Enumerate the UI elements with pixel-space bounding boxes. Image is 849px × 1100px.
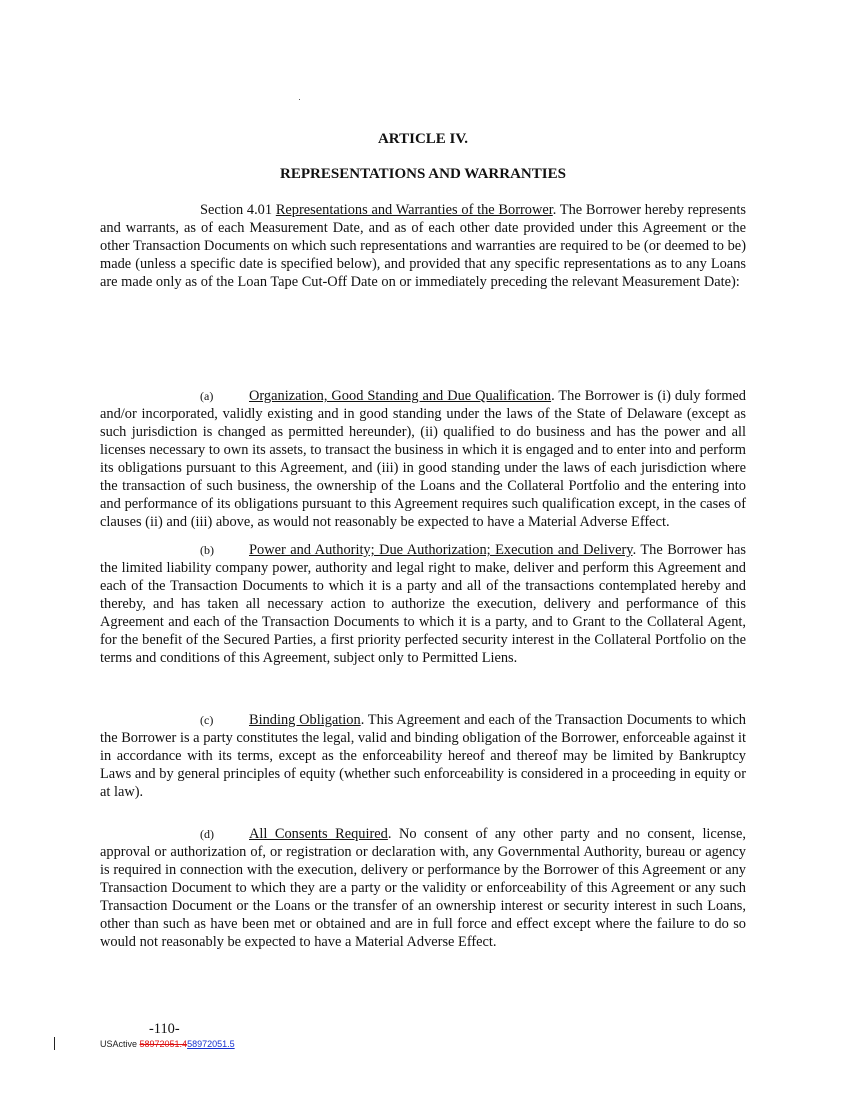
clause-d xyxy=(100,825,746,951)
clause-a xyxy=(100,387,746,531)
clause-body: . No consent of any other party and no consent, license, approval or authorization of, or registration or declaration with, any Governmental Authority, bureau or agency is required in connection with the execution, delivery or performance by the Borrower of this Agreement or any Transaction Document to which they are a party or the validity or enforceability of this Agreement or any such Transaction Document or the Loans or the transfer of an ownership interest or security interest in such Loans, other than such as have been met or obtained and are in full force and effect except where the failure to do so would not reasonably be expected to have a Material Adverse Effect. xyxy=(100,826,746,950)
section-body: . The Borrower hereby represents and warrants, as of each Measurement Date, and as of each other date provided under this Agreement or the other Transaction Documents on which such representations and warranties are required to be (or deemed to be) made (unless a specific date is specified below), and provided that any specific representations as to any Loans are made only as of the Loan Tape Cut-Off Date on or immediately preceding the relevant Measurement Date): xyxy=(100,202,746,290)
clause-b xyxy=(100,541,746,667)
inserted-doc-id: 58972051.5 xyxy=(187,1039,235,1049)
clause-heading: Power and Authority; Due Authorization; Execution and Delivery xyxy=(249,542,633,558)
clause-marker: (b) xyxy=(200,543,214,557)
section-heading: Representations and Warranties of the Borrower xyxy=(275,202,553,218)
clause-heading: All Consents Required xyxy=(249,826,388,842)
clause-marker: (a) xyxy=(200,389,214,403)
clause-heading: Binding Obligation xyxy=(249,712,361,728)
document-id-footer xyxy=(100,1039,235,1049)
doc-prefix: USActive xyxy=(100,1039,140,1049)
article-number: ARTICLE IV. xyxy=(377,131,469,147)
change-bar xyxy=(54,1037,55,1050)
section-paragraph xyxy=(100,201,746,291)
clause-marker: (d) xyxy=(200,827,214,841)
clause-marker: (c) xyxy=(200,713,214,727)
page-number: -110- xyxy=(149,1021,180,1037)
clause-body: . This Agreement and each of the Transaction Documents to which the Borrower is a party constitutes the legal, valid and binding obligation of the Borrower, enforceable against it in accordance with its terms, except as the enforceability hereof and thereof may be limited by Bankruptcy Laws and by general principles of equity (whether such enforceability is considered in a proceeding in equity or at law). xyxy=(100,712,746,800)
clause-body: . The Borrower is (i) duly formed and/or incorporated, validly existing and in good standing under the laws of the State of Delaware (except as such jurisdiction is changed as permitted hereunder), (ii) qualified to do business and has the power and all licenses necessary to own its assets, to transact the business in which it is engaged and to enter into and perform its obligations pursuant to this Agreement, and (iii) in good standing under the laws of each jurisdiction where the transaction of such business, the ownership of the Loans and the Collateral Portfolio and the entering into and performance of its obligations pursuant to this Agreement requires such qualification except, in the cases of clauses (ii) and (iii) above, as would not reasonably be expected to have a Material Adverse Effect. xyxy=(100,388,746,530)
article-title: REPRESENTATIONS AND WARRANTIES xyxy=(280,166,566,182)
clause-heading: Organization, Good Standing and Due Qualification xyxy=(249,388,552,404)
deleted-doc-id: 58972051.4 xyxy=(139,1039,188,1049)
clause-c xyxy=(100,711,746,801)
clause-body: . The Borrower has the limited liability company power, authority and legal right to make, deliver and perform this Agreement and each of the Transaction Documents to which it is a party and all of the transactions contemplated hereby and thereby, and has taken all necessary action to authorize the execution, delivery and performance of this Agreement and each of the Transaction Documents to which it is a party, and to Grant to the Collateral Agent, for the benefit of the Secured Parties, a first priority perfected security interest in the Collateral Portfolio on the terms and conditions of this Agreement, subject only to Permitted Liens. xyxy=(100,542,746,666)
section-number: Section 4.01 xyxy=(200,202,273,218)
stray-dot xyxy=(299,99,300,100)
